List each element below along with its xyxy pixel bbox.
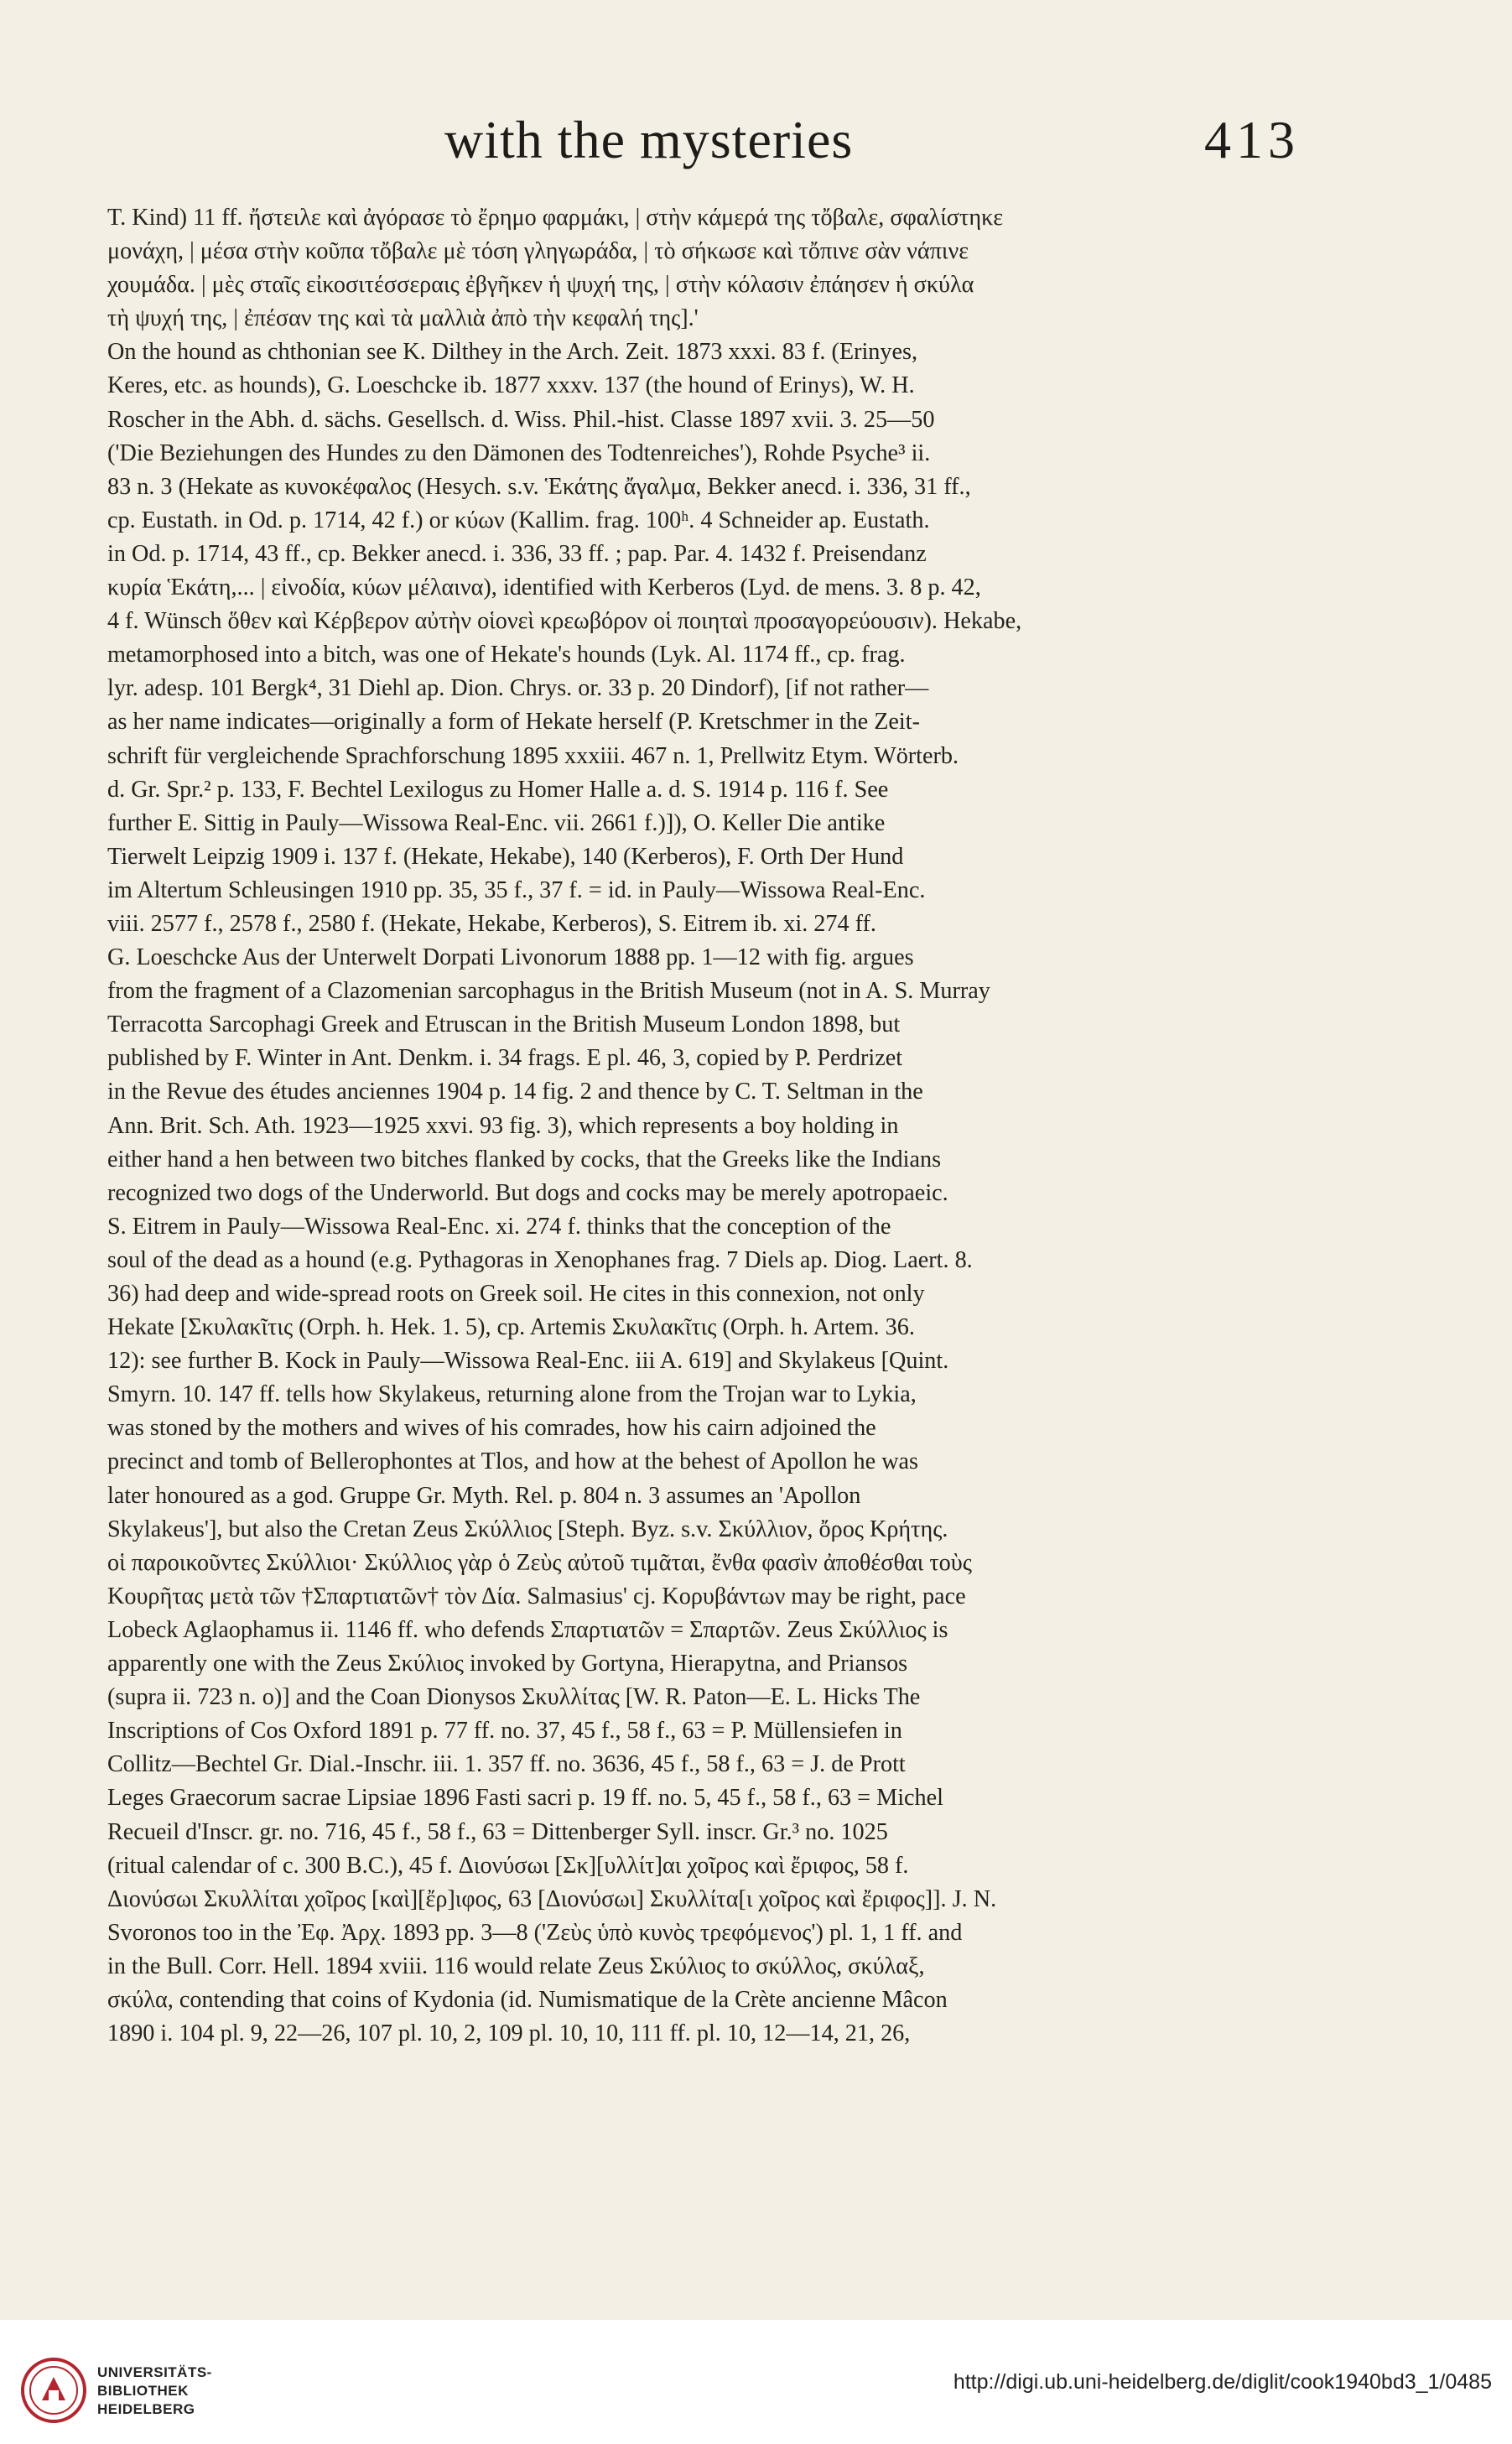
- text-line: from the fragment of a Clazomenian sarcophagus in the British Museum (not in A. S. Murray: [107, 978, 990, 1005]
- text-line: 1890 i. 104 pl. 9, 22—26, 107 pl. 10, 2, 109 pl. 10, 10, 111 ff. pl. 10, 12—14, 21, 26,: [107, 2020, 911, 2047]
- text-line: χουμάδα. | μὲς σταῖς εἰκοσιτέσσεραις ἐβγῆκεν ἡ ψυχή της, | στὴν κόλασιν ἐπάησεν ἡ σκύλα: [107, 272, 974, 299]
- text-line: in the Revue des études anciennes 1904 p. 14 fig. 2 and thence by C. T. Seltman in the: [107, 1079, 923, 1105]
- permalink-url[interactable]: http://digi.ub.uni-heidelberg.de/diglit/cook1940bd3_1/0485: [953, 2370, 1492, 2394]
- text-line: κυρία Ἑκάτη,... | εἰνοδία, κύων μέλαινα), identified with Kerberos (Lyd. de mens. 3. 8 p. 42,: [107, 575, 981, 601]
- running-title: with the mysteries: [444, 110, 854, 169]
- text-line: d. Gr. Spr.² p. 133, F. Bechtel Lexilogus zu Homer Halle a. d. S. 1914 p. 116 f. See: [107, 776, 889, 803]
- text-line: 83 n. 3 (Hekate as κυνοκέφαλος (Hesych. s.v. Ἑκάτης ἄγαλμα, Bekker anecd. i. 336, 31 ff.,: [107, 473, 971, 500]
- viewer-footer: [0, 2320, 1512, 2444]
- text-line: Leges Graecorum sacrae Lipsiae 1896 Fasti sacri p. 19 ff. no. 5, 45 f., 58 f., 63 = Michel: [107, 1785, 943, 1812]
- library-name: [97, 2363, 212, 2419]
- text-line: ('Die Beziehungen des Hundes zu den Dämonen des Todtenreiches'), Rohde Psyche³ ii.: [107, 439, 931, 466]
- text-line: Skylakeus'], but also the Cretan Zeus Σκύλλιος [Steph. Byz. s.v. Σκύλλιον, ὄρος Κρήτης.: [107, 1516, 948, 1542]
- text-line: Recueil d'Inscr. gr. no. 716, 45 f., 58 f., 63 = Dittenberger Syll. inscr. Gr.³ no. 1025: [107, 1818, 888, 1845]
- text-line: G. Loeschcke Aus der Unterwelt Dorpati Livonorum 1888 pp. 1—12 with fig. argues: [107, 944, 914, 971]
- text-line: lyr. adesp. 101 Bergk⁴, 31 Diehl ap. Dion. Chrys. or. 33 p. 20 Dindorf), [if not rather—: [107, 675, 929, 702]
- text-line: σκύλα, contending that coins of Kydonia (id. Numismatique de la Crète ancienne Mâcon: [107, 1986, 948, 2013]
- text-line: in Od. p. 1714, 43 ff., cp. Bekker anecd. i. 336, 33 ff. ; pap. Par. 4. 1432 f. Preisendanz: [107, 540, 927, 567]
- text-line: Smyrn. 10. 147 ff. tells how Skylakeus, returning alone from the Trojan war to Lykia,: [107, 1381, 917, 1408]
- text-line: metamorphosed into a bitch, was one of Hekate's hounds (Lyk. Al. 1174 ff., cp. frag.: [107, 642, 906, 668]
- text-line: cp. Eustath. in Od. p. 1714, 42 f.) or κύων (Kallim. frag. 100ʰ. 4 Schneider ap. Eustath.: [107, 507, 930, 533]
- text-line: soul of the dead as a hound (e.g. Pythagoras in Xenophanes frag. 7 Diels ap. Diog. Laert. 8.: [107, 1246, 973, 1273]
- text-line: as her name indicates—originally a form of Hekate herself (P. Kretschmer in the Zeit-: [107, 709, 920, 736]
- text-line: τὴ ψυχή της, | ἐπέσαν της καὶ τὰ μαλλιὰ ἀπὸ τὴν κεφαλή της].': [107, 305, 699, 332]
- text-line: recognized two dogs of the Underworld. But dogs and cocks may be merely apotropaeic.: [107, 1179, 948, 1206]
- text-line: Terracotta Sarcophagi Greek and Etruscan in the British Museum London 1898, but: [107, 1011, 901, 1038]
- text-line: T. Kind) 11 ff. ἤστειλε καὶ ἀγόρασε τὸ ἔρημο φαρμάκι, | στὴν κάμερά της τὄβαλε, σφαλίστηκε: [107, 205, 1004, 231]
- text-line: Hekate [Σκυλακῖτις (Orph. h. Hek. 1. 5), cp. Artemis Σκυλακῖτις (Orph. h. Artem. 36.: [107, 1314, 915, 1341]
- text-line: im Altertum Schleusingen 1910 pp. 35, 35 f., 37 f. = id. in Pauly—Wissowa Real-Enc.: [107, 876, 926, 903]
- footnote-text: [107, 201, 1281, 2051]
- text-line: 36) had deep and wide-spread roots on Greek soil. He cites in this connexion, not only: [107, 1281, 925, 1307]
- text-line: S. Eitrem in Pauly—Wissowa Real-Enc. xi. 274 f. thinks that the conception of the: [107, 1213, 891, 1240]
- text-line: μονάχη, | μέσα στὴν κοῦπα τὄβαλε μὲ τόση γληγωράδα, | τὸ σήκωσε καὶ τὄπινε σὰν νάπινε: [107, 238, 969, 265]
- university-seal-icon[interactable]: [20, 2357, 87, 2424]
- text-line: Κουρῆτας μετὰ τῶν †Σπαρτιατῶν† τὸν Δία. Salmasius' cj. Κορυβάντων may be right, pace: [107, 1583, 966, 1609]
- text-line: 4 f. Wünsch ὅθεν καὶ Κέρβερον αὐτὴν οἱονεὶ κρεωβόρον οἱ ποιηταὶ προσαγορεύουσιν). Hekabe,: [107, 608, 1022, 635]
- text-line: (ritual calendar of c. 300 B.C.), 45 f. Διονύσωι [Σκ][υλλίτ]αι χοῖρος καὶ ἔριφος, 58 f.: [107, 1852, 909, 1879]
- text-line: Tierwelt Leipzig 1909 i. 137 f. (Hekate, Hekabe), 140 (Kerberos), F. Orth Der Hund: [107, 843, 904, 870]
- text-line: Διονύσωι Σκυλλίται χοῖρος [καὶ][ἔρ]ιφος, 63 [Διονύσωι] Σκυλλίτα[ι χοῖρος καὶ ἔριφος]]. J. N.: [107, 1885, 997, 1912]
- text-line: (supra ii. 723 n. o)] and the Coan Dionysos Σκυλλίτας [W. R. Paton—E. L. Hicks The: [107, 1684, 921, 1711]
- text-line: Roscher in the Abh. d. sächs. Gesellsch. d. Wiss. Phil.-hist. Classe 1897 xvii. 3. 25—50: [107, 406, 935, 433]
- text-line: Ann. Brit. Sch. Ath. 1923—1925 xxvi. 93 fig. 3), which represents a boy holding in: [107, 1112, 899, 1139]
- text-line: Collitz—Bechtel Gr. Dial.-Inschr. iii. 1. 357 ff. no. 3636, 45 f., 58 f., 63 = J. de Prott: [107, 1751, 906, 1778]
- text-line: apparently one with the Zeus Σκύλιος invoked by Gortyna, Hierapytna, and Priansos: [107, 1651, 908, 1677]
- text-line: On the hound as chthonian see K. Dilthey in the Arch. Zeit. 1873 xxxi. 83 f. (Erinyes,: [107, 339, 918, 366]
- text-line: either hand a hen between two bitches flanked by cocks, that the Greeks like the Indians: [107, 1146, 942, 1173]
- page-header: [444, 101, 1300, 185]
- text-line: οἱ παροικοῦντες Σκύλλιοι· Σκύλλιος γὰρ ὁ Ζεὺς αὐτοῦ τιμᾶται, ἔνθα φασὶν ἀποθέσθαι τοὺς: [107, 1549, 972, 1576]
- text-line: Svoronos too in the Ἐφ. Ἀρχ. 1893 pp. 3—8 ('Ζεὺς ὑπὸ κυνὸς τρεφόμενος') pl. 1, 1 ff. and: [107, 1919, 963, 1946]
- page-number: 413: [1204, 110, 1300, 169]
- text-line: later honoured as a god. Gruppe Gr. Myth. Rel. p. 804 n. 3 assumes an 'Apollon: [107, 1482, 861, 1509]
- text-line: viii. 2577 f., 2578 f., 2580 f. (Hekate, Hekabe, Kerberos), S. Eitrem ib. xi. 274 ff.: [107, 910, 876, 937]
- text-line: published by F. Winter in Ant. Denkm. i. 34 frags. E pl. 46, 3, copied by P. Perdrizet: [107, 1045, 903, 1072]
- text-line: precinct and tomb of Bellerophontes at Tlos, and how at the behest of Apollon he was: [107, 1448, 919, 1475]
- text-line: Lobeck Aglaophamus ii. 1146 ff. who defends Σπαρτιατῶν = Σπαρτῶν. Zeus Σκύλλιος is: [107, 1616, 948, 1643]
- text-line: Keres, etc. as hounds), G. Loeschcke ib. 1877 xxxv. 137 (the hound of Erinys), W. H.: [107, 372, 915, 399]
- text-line: in the Bull. Corr. Hell. 1894 xviii. 116 would relate Zeus Σκύλιος to σκύλλος, σκύλαξ,: [107, 1953, 925, 1979]
- library-name-line: HEIDELBERG: [97, 2401, 195, 2417]
- text-line: was stoned by the mothers and wives of his comrades, how his cairn adjoined the: [107, 1415, 876, 1442]
- text-line: schrift für vergleichende Sprachforschung 1895 xxxiii. 467 n. 1, Prellwitz Etym. Wörterb.: [107, 742, 959, 769]
- library-name-line: UNIVERSITÄTS-: [97, 2364, 212, 2380]
- library-name-line: BIBLIOTHEK: [97, 2383, 189, 2399]
- text-line: Inscriptions of Cos Oxford 1891 p. 77 ff. no. 37, 45 f., 58 f., 63 = P. Müllensiefen in: [107, 1718, 902, 1745]
- text-line: 12): see further B. Kock in Pauly—Wissowa Real-Enc. iii A. 619] and Skylakeus [Quint.: [107, 1348, 949, 1375]
- text-line: further E. Sittig in Pauly—Wissowa Real-Enc. vii. 2661 f.)]), O. Keller Die antike: [107, 809, 886, 836]
